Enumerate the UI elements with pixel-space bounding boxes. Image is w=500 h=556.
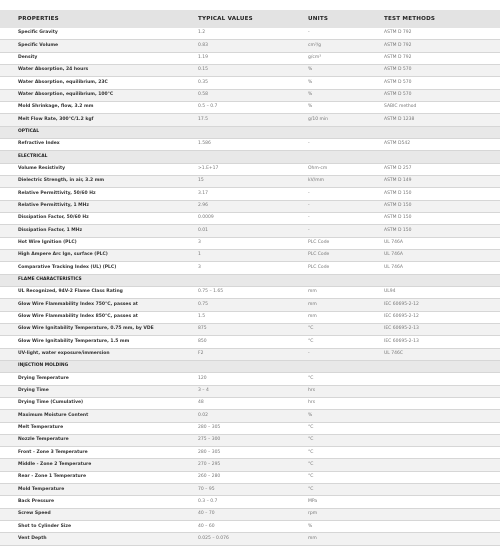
typical-value: 0.3 – 0.7: [194, 496, 304, 508]
table-row: [0, 114, 500, 126]
typical-value: 48: [194, 397, 304, 409]
typical-value: 850: [194, 336, 304, 348]
property-name: Glow Wire Flammability Index 850°C, passes at: [0, 311, 194, 323]
property-name: UV-light, water exposure/immersion: [0, 348, 194, 360]
unit-value: %: [304, 410, 380, 422]
property-name: Water Absorption, 24 hours: [0, 64, 194, 76]
table-row: [0, 286, 500, 298]
test-method: ASTM D 150: [380, 188, 500, 200]
unit-value: -: [304, 28, 380, 40]
table-row: [0, 496, 500, 508]
property-name: Dielectric Strength, in air, 3.2 mm: [0, 175, 194, 187]
test-method: [380, 533, 500, 545]
section-title: ELECTRICAL: [0, 151, 500, 163]
unit-value: °C: [304, 471, 380, 483]
property-name: Vent Depth: [0, 533, 194, 545]
property-name: Rear - Zone 1 Temperature: [0, 471, 194, 483]
unit-value: °C: [304, 484, 380, 496]
property-name: High Ampere Arc Ign, surface (PLC): [0, 249, 194, 261]
table-row: [0, 311, 500, 323]
unit-value: rpm: [304, 508, 380, 520]
typical-value: 1: [194, 249, 304, 261]
section-title: INJECTION MOLDING: [0, 360, 500, 372]
test-method: [380, 459, 500, 471]
header-properties: PROPERTIES: [0, 10, 194, 28]
section-row: [0, 360, 500, 372]
typical-value: 875: [194, 323, 304, 335]
property-name: Back Pressure: [0, 496, 194, 508]
unit-value: -: [304, 348, 380, 360]
property-name: Relative Permittivity, 50/60 Hz: [0, 188, 194, 200]
typical-value: 3: [194, 262, 304, 274]
test-method: UL 746A: [380, 262, 500, 274]
table-row: [0, 323, 500, 335]
unit-value: %: [304, 101, 380, 113]
test-method: [380, 447, 500, 459]
property-name: Water Absorption, equilibrium, 23C: [0, 77, 194, 89]
unit-value: -: [304, 200, 380, 212]
typical-value: 270 – 295: [194, 459, 304, 471]
typical-value: 3: [194, 237, 304, 249]
test-method: ASTM D542: [380, 138, 500, 150]
typical-value: 0.5 – 0.7: [194, 101, 304, 113]
typical-value: 0.75: [194, 299, 304, 311]
test-method: [380, 471, 500, 483]
table-row: [0, 249, 500, 261]
property-name: Maximum Moisture Content: [0, 410, 194, 422]
property-name: Specific Gravity: [0, 28, 194, 40]
typical-value: 0.15: [194, 64, 304, 76]
test-method: ASTM D 150: [380, 212, 500, 224]
test-method: [380, 496, 500, 508]
test-method: [380, 521, 500, 533]
table-row: [0, 101, 500, 113]
property-name: Glow Wire Ignitability Temperature, 1.5 mm: [0, 336, 194, 348]
section-title: FLAME CHARACTERISTICS: [0, 274, 500, 286]
section-row: [0, 151, 500, 163]
typical-value: 17.5: [194, 114, 304, 126]
unit-value: °C: [304, 434, 380, 446]
table-row: [0, 397, 500, 409]
table-row: [0, 77, 500, 89]
test-method: ASTM D 792: [380, 28, 500, 40]
test-method: IEC 60695-2-13: [380, 336, 500, 348]
table-row: [0, 447, 500, 459]
typical-value: 275 – 300: [194, 434, 304, 446]
unit-value: °C: [304, 422, 380, 434]
table-body: [0, 28, 500, 545]
typical-value: 0.83: [194, 40, 304, 52]
unit-value: °C: [304, 336, 380, 348]
property-name: Melt Flow Rate, 300°C/1.2 kgf: [0, 114, 194, 126]
typical-value: 0.02: [194, 410, 304, 422]
table-row: [0, 64, 500, 76]
unit-value: cm³/g: [304, 40, 380, 52]
table-row: [0, 422, 500, 434]
table-row: [0, 471, 500, 483]
table-row: [0, 225, 500, 237]
typical-value: 280 – 305: [194, 447, 304, 459]
test-method: ASTM D 570: [380, 64, 500, 76]
unit-value: °C: [304, 459, 380, 471]
property-name: Drying Time: [0, 385, 194, 397]
table-row: [0, 484, 500, 496]
unit-value: mm: [304, 533, 380, 545]
table-row: [0, 373, 500, 385]
unit-value: %: [304, 64, 380, 76]
test-method: [380, 434, 500, 446]
header-test-methods: TEST METHODS: [380, 10, 500, 28]
unit-value: -: [304, 138, 380, 150]
unit-value: -: [304, 188, 380, 200]
test-method: ASTM D 257: [380, 163, 500, 175]
property-name: Drying Time (Cumulative): [0, 397, 194, 409]
table-row: [0, 336, 500, 348]
table-row: [0, 138, 500, 150]
property-name: Screw Speed: [0, 508, 194, 520]
table-row: [0, 521, 500, 533]
typical-value: 2.96: [194, 200, 304, 212]
unit-value: PLC Code: [304, 249, 380, 261]
unit-value: hrs: [304, 385, 380, 397]
test-method: ASTM D 1238: [380, 114, 500, 126]
table-row: [0, 533, 500, 545]
property-name: Glow Wire Ignitability Temperature, 0.75 mm, by VDE: [0, 323, 194, 335]
unit-value: PLC Code: [304, 262, 380, 274]
property-name: Volume Resistivity: [0, 163, 194, 175]
typical-value: 0.01: [194, 225, 304, 237]
table-row: [0, 188, 500, 200]
test-method: [380, 385, 500, 397]
header-typical-values: TYPICAL VALUES: [194, 10, 304, 28]
unit-value: PLC Code: [304, 237, 380, 249]
typical-value: 3.17: [194, 188, 304, 200]
table-row: [0, 200, 500, 212]
property-name: Front - Zone 3 Temperature: [0, 447, 194, 459]
property-name: Drying Temperature: [0, 373, 194, 385]
unit-value: °C: [304, 447, 380, 459]
section-row: [0, 126, 500, 138]
test-method: [380, 397, 500, 409]
property-name: Dissipation Factor, 50/60 Hz: [0, 212, 194, 224]
test-method: [380, 484, 500, 496]
typical-value: 1.19: [194, 52, 304, 64]
test-method: UL94: [380, 286, 500, 298]
table-row: [0, 40, 500, 52]
property-name: UL Recognized, 94V-2 Flame Class Rating: [0, 286, 194, 298]
unit-value: %: [304, 89, 380, 101]
typical-value: 15: [194, 175, 304, 187]
typical-value: 3 – 4: [194, 385, 304, 397]
table-row: [0, 28, 500, 40]
typical-value: 280 – 305: [194, 422, 304, 434]
typical-value: 0.0009: [194, 212, 304, 224]
typical-value: 1.5: [194, 311, 304, 323]
unit-value: g/cm³: [304, 52, 380, 64]
typical-value: F2: [194, 348, 304, 360]
table-row: [0, 175, 500, 187]
property-name: Comparative Tracking Index (UL) (PLC): [0, 262, 194, 274]
test-method: ASTM D 150: [380, 200, 500, 212]
property-name: Mold Temperature: [0, 484, 194, 496]
typical-value: 40 – 70: [194, 508, 304, 520]
property-name: Nozzle Temperature: [0, 434, 194, 446]
typical-value: 0.58: [194, 89, 304, 101]
property-name: Hot Wire Ignition (PLC): [0, 237, 194, 249]
property-name: Middle - Zone 2 Temperature: [0, 459, 194, 471]
test-method: UL 746A: [380, 237, 500, 249]
unit-value: %: [304, 77, 380, 89]
unit-value: °C: [304, 323, 380, 335]
unit-value: g/10 min: [304, 114, 380, 126]
properties-table: [0, 10, 500, 546]
table-row: [0, 459, 500, 471]
unit-value: mm: [304, 299, 380, 311]
unit-value: %: [304, 521, 380, 533]
typical-value: >1.E+17: [194, 163, 304, 175]
test-method: [380, 508, 500, 520]
test-method: IEC 60695-2-13: [380, 323, 500, 335]
property-name: Specific Volume: [0, 40, 194, 52]
property-name: Density: [0, 52, 194, 64]
typical-value: 260 – 280: [194, 471, 304, 483]
unit-value: mm: [304, 286, 380, 298]
typical-value: 120: [194, 373, 304, 385]
unit-value: kV/mm: [304, 175, 380, 187]
table-row: [0, 434, 500, 446]
unit-value: hrs: [304, 397, 380, 409]
table-row: [0, 508, 500, 520]
table-row: [0, 299, 500, 311]
test-method: ASTM D 792: [380, 40, 500, 52]
typical-value: 0.025 – 0.076: [194, 533, 304, 545]
property-name: Melt Temperature: [0, 422, 194, 434]
unit-value: °C: [304, 373, 380, 385]
header-units: UNITS: [304, 10, 380, 28]
typical-value: 1.586: [194, 138, 304, 150]
typical-value: 70 – 95: [194, 484, 304, 496]
property-name: Dissipation Factor, 1 MHz: [0, 225, 194, 237]
section-row: [0, 274, 500, 286]
table-header-row: [0, 10, 500, 28]
table-row: [0, 262, 500, 274]
typical-value: 0.35: [194, 77, 304, 89]
table-row: [0, 212, 500, 224]
property-name: Shot to Cylinder Size: [0, 521, 194, 533]
test-method: ASTM D 570: [380, 77, 500, 89]
table-row: [0, 410, 500, 422]
test-method: UL 746C: [380, 348, 500, 360]
table-row: [0, 348, 500, 360]
unit-value: -: [304, 212, 380, 224]
test-method: IEC 60695-2-12: [380, 299, 500, 311]
unit-value: Ohm-cm: [304, 163, 380, 175]
property-name: Refractive Index: [0, 138, 194, 150]
table-row: [0, 89, 500, 101]
test-method: ASTM D 150: [380, 225, 500, 237]
test-method: ASTM D 149: [380, 175, 500, 187]
unit-value: -: [304, 225, 380, 237]
property-name: Relative Permittivity, 1 MHz: [0, 200, 194, 212]
test-method: [380, 422, 500, 434]
property-name: Glow Wire Flammability Index 750°C, passes at: [0, 299, 194, 311]
test-method: ASTM D 570: [380, 89, 500, 101]
typical-value: 1.2: [194, 28, 304, 40]
section-title: OPTICAL: [0, 126, 500, 138]
property-name: Water Absorption, equilibrium, 100°C: [0, 89, 194, 101]
table-row: [0, 52, 500, 64]
unit-value: MPa: [304, 496, 380, 508]
typical-value: 40 – 60: [194, 521, 304, 533]
unit-value: mm: [304, 311, 380, 323]
test-method: [380, 373, 500, 385]
test-method: ASTM D 792: [380, 52, 500, 64]
test-method: IEC 60695-2-12: [380, 311, 500, 323]
typical-value: 0.75 – 1.65: [194, 286, 304, 298]
property-name: Mold Shrinkage, flow, 3.2 mm: [0, 101, 194, 113]
test-method: [380, 410, 500, 422]
test-method: SABIC method: [380, 101, 500, 113]
table-row: [0, 237, 500, 249]
table-row: [0, 385, 500, 397]
table-row: [0, 163, 500, 175]
test-method: UL 746A: [380, 249, 500, 261]
